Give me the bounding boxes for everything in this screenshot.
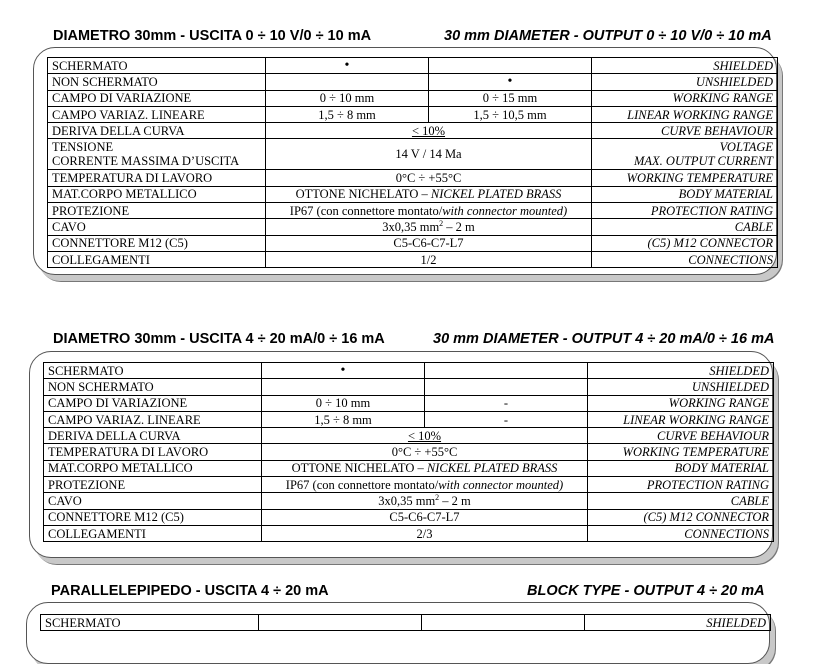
value-cell: • xyxy=(429,74,592,90)
section-title-it: DIAMETRO 30mm - USCITA 4 ÷ 20 mA/0 ÷ 16 mA xyxy=(53,331,385,347)
spec-table xyxy=(47,57,778,268)
spec-panel xyxy=(26,602,770,664)
row-label-it: PROTEZIONE xyxy=(48,203,266,219)
value-part: – 2 m xyxy=(443,220,475,235)
section-title-it: PARALLELEPIPEDO - USCITA 4 ÷ 20 mA xyxy=(51,583,329,599)
row-label-en: WORKING TEMPERATURE xyxy=(592,170,778,186)
value-part-en: NICKEL PLATED BRASS xyxy=(430,187,562,202)
row-label-line: VOLTAGE xyxy=(719,140,773,155)
row-label-en: (C5) M12 CONNECTOR xyxy=(588,509,774,525)
value-part: 3x0,35 mm xyxy=(378,494,436,509)
row-label-it: COLLEGAMENTI xyxy=(44,525,262,541)
row-label-it: NON SCHERMATO xyxy=(44,379,262,395)
value-cell: 1,5 ÷ 8 mm xyxy=(262,411,425,427)
value-cell: C5-C6-C7-L7 xyxy=(266,235,592,251)
table-row xyxy=(44,395,774,411)
row-label-it: CAMPO DI VARIAZIONE xyxy=(44,395,262,411)
table-row xyxy=(48,58,778,74)
value-cell xyxy=(266,74,429,90)
row-label-it: CAMPO VARIAZ. LINEARE xyxy=(48,106,266,122)
value-cell xyxy=(262,460,588,476)
table-row xyxy=(48,139,778,170)
table-row xyxy=(44,509,774,525)
row-label-en: LINEAR WORKING RANGE xyxy=(588,411,774,427)
value-cell xyxy=(425,363,588,379)
row-label-en: CABLE xyxy=(592,219,778,235)
value-cell xyxy=(266,203,592,219)
row-label-en: BODY MATERIAL xyxy=(592,186,778,202)
row-label-en: BODY MATERIAL xyxy=(588,460,774,476)
row-label-it: CAVO xyxy=(44,493,262,509)
table-row xyxy=(44,444,774,460)
section-title-en: 30 mm DIAMETER - OUTPUT 4 ÷ 20 mA/0 ÷ 16 mA xyxy=(433,331,775,347)
value-part: 3x0,35 mm xyxy=(382,220,440,235)
table-row xyxy=(48,235,778,251)
table-row xyxy=(44,411,774,427)
value-cell: 0°C ÷ +55°C xyxy=(266,170,592,186)
section-title-en: 30 mm DIAMETER - OUTPUT 0 ÷ 10 V/0 ÷ 10 mA xyxy=(444,28,772,44)
row-label-it: SCHERMATO xyxy=(41,615,259,631)
value-cell: 14 V / 14 Ma xyxy=(266,139,592,170)
row-label-en: LINEAR WORKING RANGE xyxy=(592,106,778,122)
table-row xyxy=(44,477,774,493)
row-label-en: WORKING RANGE xyxy=(588,395,774,411)
row-label-en: UNSHIELDED xyxy=(588,379,774,395)
row-label-it: SCHERMATO xyxy=(44,363,262,379)
row-label-line: TENSIONE xyxy=(52,140,114,155)
value-cell: • xyxy=(266,58,429,74)
row-label-en: SHIELDED xyxy=(588,363,774,379)
row-label-it: TEMPERATURA DI LAVORO xyxy=(48,170,266,186)
table-row xyxy=(48,106,778,122)
value-part: IP67 (con connettore montato/ xyxy=(289,203,443,218)
value-part-en: with connector mounted) xyxy=(442,203,568,218)
value-cell xyxy=(262,379,425,395)
table-row xyxy=(44,428,774,444)
table-row xyxy=(44,363,774,379)
table-row xyxy=(44,460,774,476)
row-label-it: CAVO xyxy=(48,219,266,235)
table-row xyxy=(48,203,778,219)
value-sup: 2 xyxy=(435,492,440,502)
row-label-en: UNSHIELDED xyxy=(592,74,778,90)
row-label-it: NON SCHERMATO xyxy=(48,74,266,90)
value-cell: < 10% xyxy=(262,428,588,444)
table-row xyxy=(48,90,778,106)
value-cell: C5-C6-C7-L7 xyxy=(262,509,588,525)
value-part-en: NICKEL PLATED BRASS xyxy=(426,461,558,476)
value-cell: < 10% xyxy=(266,123,592,139)
value-part: – 2 m xyxy=(439,494,471,509)
row-label-en: CURVE BEHAVIOUR xyxy=(588,428,774,444)
table-row xyxy=(44,525,774,541)
row-label-en: SHIELDED xyxy=(592,58,778,74)
row-label-it: SCHERMATO xyxy=(48,58,266,74)
row-label-it: CAMPO VARIAZ. LINEARE xyxy=(44,411,262,427)
table-row xyxy=(48,251,778,267)
value-cell: - xyxy=(425,411,588,427)
value-cell: 1,5 ÷ 10,5 mm xyxy=(429,106,592,122)
row-label-line: CORRENTE MASSIMA D’USCITA xyxy=(52,154,240,169)
value-cell xyxy=(266,186,592,202)
value-cell xyxy=(262,477,588,493)
row-label-it: CONNETTORE M12 (C5) xyxy=(48,235,266,251)
table-row xyxy=(48,219,778,235)
row-label-en: CONNECTIONS xyxy=(592,251,778,267)
value-cell: 0 ÷ 10 mm xyxy=(266,90,429,106)
row-label-en: CURVE BEHAVIOUR xyxy=(592,123,778,139)
value-cell: 1/2 xyxy=(266,251,592,267)
value-cell: • xyxy=(262,363,425,379)
value-cell: 1,5 ÷ 8 mm xyxy=(266,106,429,122)
row-label-en: WORKING TEMPERATURE xyxy=(588,444,774,460)
row-label-it: MAT.CORPO METALLICO xyxy=(44,460,262,476)
row-label-en: PROTECTION RATING xyxy=(592,203,778,219)
value-part: OTTONE NICHELATO – xyxy=(295,187,431,202)
row-label-en: CABLE xyxy=(588,493,774,509)
row-label-it: DERIVA DELLA CURVA xyxy=(44,428,262,444)
value-cell xyxy=(266,219,592,235)
row-label-it xyxy=(48,139,266,170)
table-row xyxy=(48,186,778,202)
row-label-en: CONNECTIONS xyxy=(588,525,774,541)
value-cell: 0°C ÷ +55°C xyxy=(262,444,588,460)
row-label-it: DERIVA DELLA CURVA xyxy=(48,123,266,139)
row-label-en: PROTECTION RATING xyxy=(588,477,774,493)
table-row xyxy=(48,74,778,90)
value-part-en: with connector mounted) xyxy=(438,477,564,492)
row-label-en: WORKING RANGE xyxy=(592,90,778,106)
row-label-it: PROTEZIONE xyxy=(44,477,262,493)
value-cell xyxy=(429,58,592,74)
row-label-en xyxy=(592,139,778,170)
row-label-en: (C5) M12 CONNECTOR xyxy=(592,235,778,251)
value-part: OTTONE NICHELATO – xyxy=(291,461,427,476)
value-cell: 2/3 xyxy=(262,525,588,541)
section-title-en: BLOCK TYPE - OUTPUT 4 ÷ 20 mA xyxy=(527,583,765,599)
row-label-line: MAX. OUTPUT CURRENT xyxy=(633,154,773,169)
value-cell xyxy=(425,379,588,395)
value-cell: 0 ÷ 10 mm xyxy=(262,395,425,411)
row-label-it: TEMPERATURA DI LAVORO xyxy=(44,444,262,460)
value-cell: - xyxy=(425,395,588,411)
table-row xyxy=(48,170,778,186)
row-label-it: MAT.CORPO METALLICO xyxy=(48,186,266,202)
row-label-en: SHIELDED xyxy=(585,615,771,631)
table-row xyxy=(44,493,774,509)
value-sup: 2 xyxy=(439,218,444,228)
section-title-it: DIAMETRO 30mm - USCITA 0 ÷ 10 V/0 ÷ 10 mA xyxy=(53,28,372,44)
value-cell xyxy=(262,493,588,509)
row-label-it: CAMPO DI VARIAZIONE xyxy=(48,90,266,106)
table-row xyxy=(44,379,774,395)
table-row xyxy=(48,123,778,139)
value-part: IP67 (con connettore montato/ xyxy=(285,477,439,492)
value-cell: 0 ÷ 15 mm xyxy=(429,90,592,106)
spec-table xyxy=(43,362,774,542)
row-label-it: CONNETTORE M12 (C5) xyxy=(44,509,262,525)
row-label-it: COLLEGAMENTI xyxy=(48,251,266,267)
